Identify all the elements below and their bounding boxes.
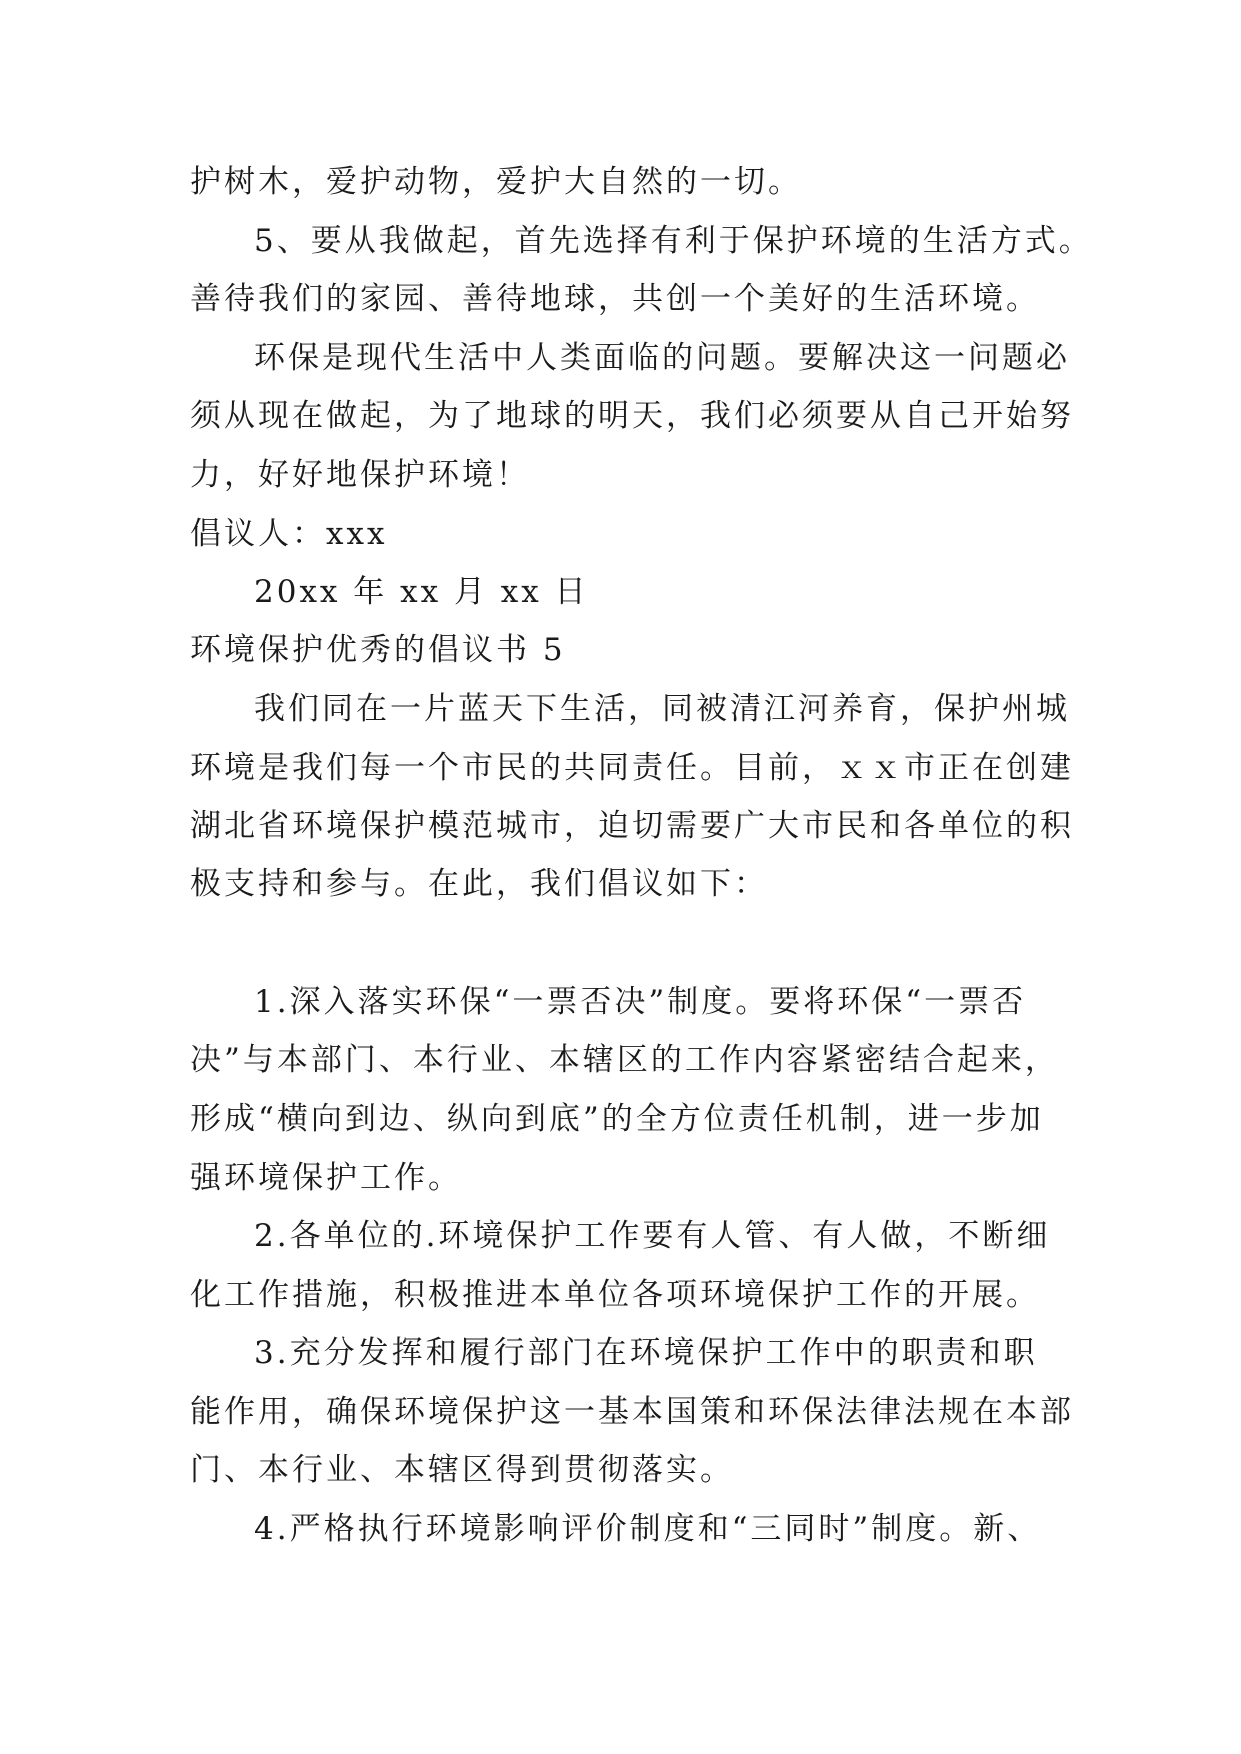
text-line: 力，好好地保护环境！ bbox=[190, 457, 530, 493]
text-line: 环境是我们每一个市民的共同责任。目前，ｘｘ市正在创建 bbox=[190, 750, 1074, 786]
list-item-line: 强环境保护工作。 bbox=[190, 1160, 462, 1196]
text-line: 极支持和参与。在此，我们倡议如下： bbox=[190, 866, 768, 902]
list-item-line: 能作用，确保环境保护这一基本国策和环保法律法规在本部 bbox=[190, 1394, 1074, 1430]
list-item-line: 4.严格执行环境影响评价制度和“三同时”制度。新、 bbox=[254, 1511, 1042, 1547]
list-item-line: 1.深入落实环保“一票否决”制度。要将环保“一票否 bbox=[254, 984, 1027, 1020]
section-title: 环境保护优秀的倡议书 5 bbox=[190, 632, 566, 668]
text-line: 善待我们的家园、善待地球，共创一个美好的生活环境。 bbox=[190, 281, 1040, 317]
list-item-line: 3.充分发挥和履行部门在环境保护工作中的职责和职 bbox=[254, 1335, 1038, 1371]
text-line: 环保是现代生活中人类面临的问题。要解决这一问题必 bbox=[254, 340, 1070, 376]
text-line: 湖北省环境保护模范城市，迫切需要广大市民和各单位的积 bbox=[190, 808, 1074, 844]
text-line: 我们同在一片蓝天下生活，同被清江河养育，保护州城 bbox=[254, 691, 1070, 727]
list-item-line: 化工作措施，积极推进本单位各项环境保护工作的开展。 bbox=[190, 1277, 1040, 1313]
text-line: 5、要从我做起，首先选择有利于保护环境的生活方式。 bbox=[254, 223, 1093, 259]
list-item-line: 2.各单位的.环境保护工作要有人管、有人做，不断细 bbox=[254, 1218, 1051, 1254]
date-line: 20xx 年 xx 月 xx 日 bbox=[254, 574, 589, 610]
text-line: 须从现在做起，为了地球的明天，我们必须要从自己开始努 bbox=[190, 398, 1074, 434]
list-item-line: 门、本行业、本辖区得到贯彻落实。 bbox=[190, 1452, 734, 1488]
list-item-line: 形成“横向到边、纵向到底”的全方位责任机制，进一步加 bbox=[190, 1101, 1044, 1137]
text-line: 护树木，爱护动物，爱护大自然的一切。 bbox=[190, 164, 802, 200]
signatory-line: 倡议人：xxx bbox=[190, 516, 388, 552]
list-item-line: 决”与本部门、本行业、本辖区的工作内容紧密结合起来， bbox=[190, 1042, 1059, 1078]
